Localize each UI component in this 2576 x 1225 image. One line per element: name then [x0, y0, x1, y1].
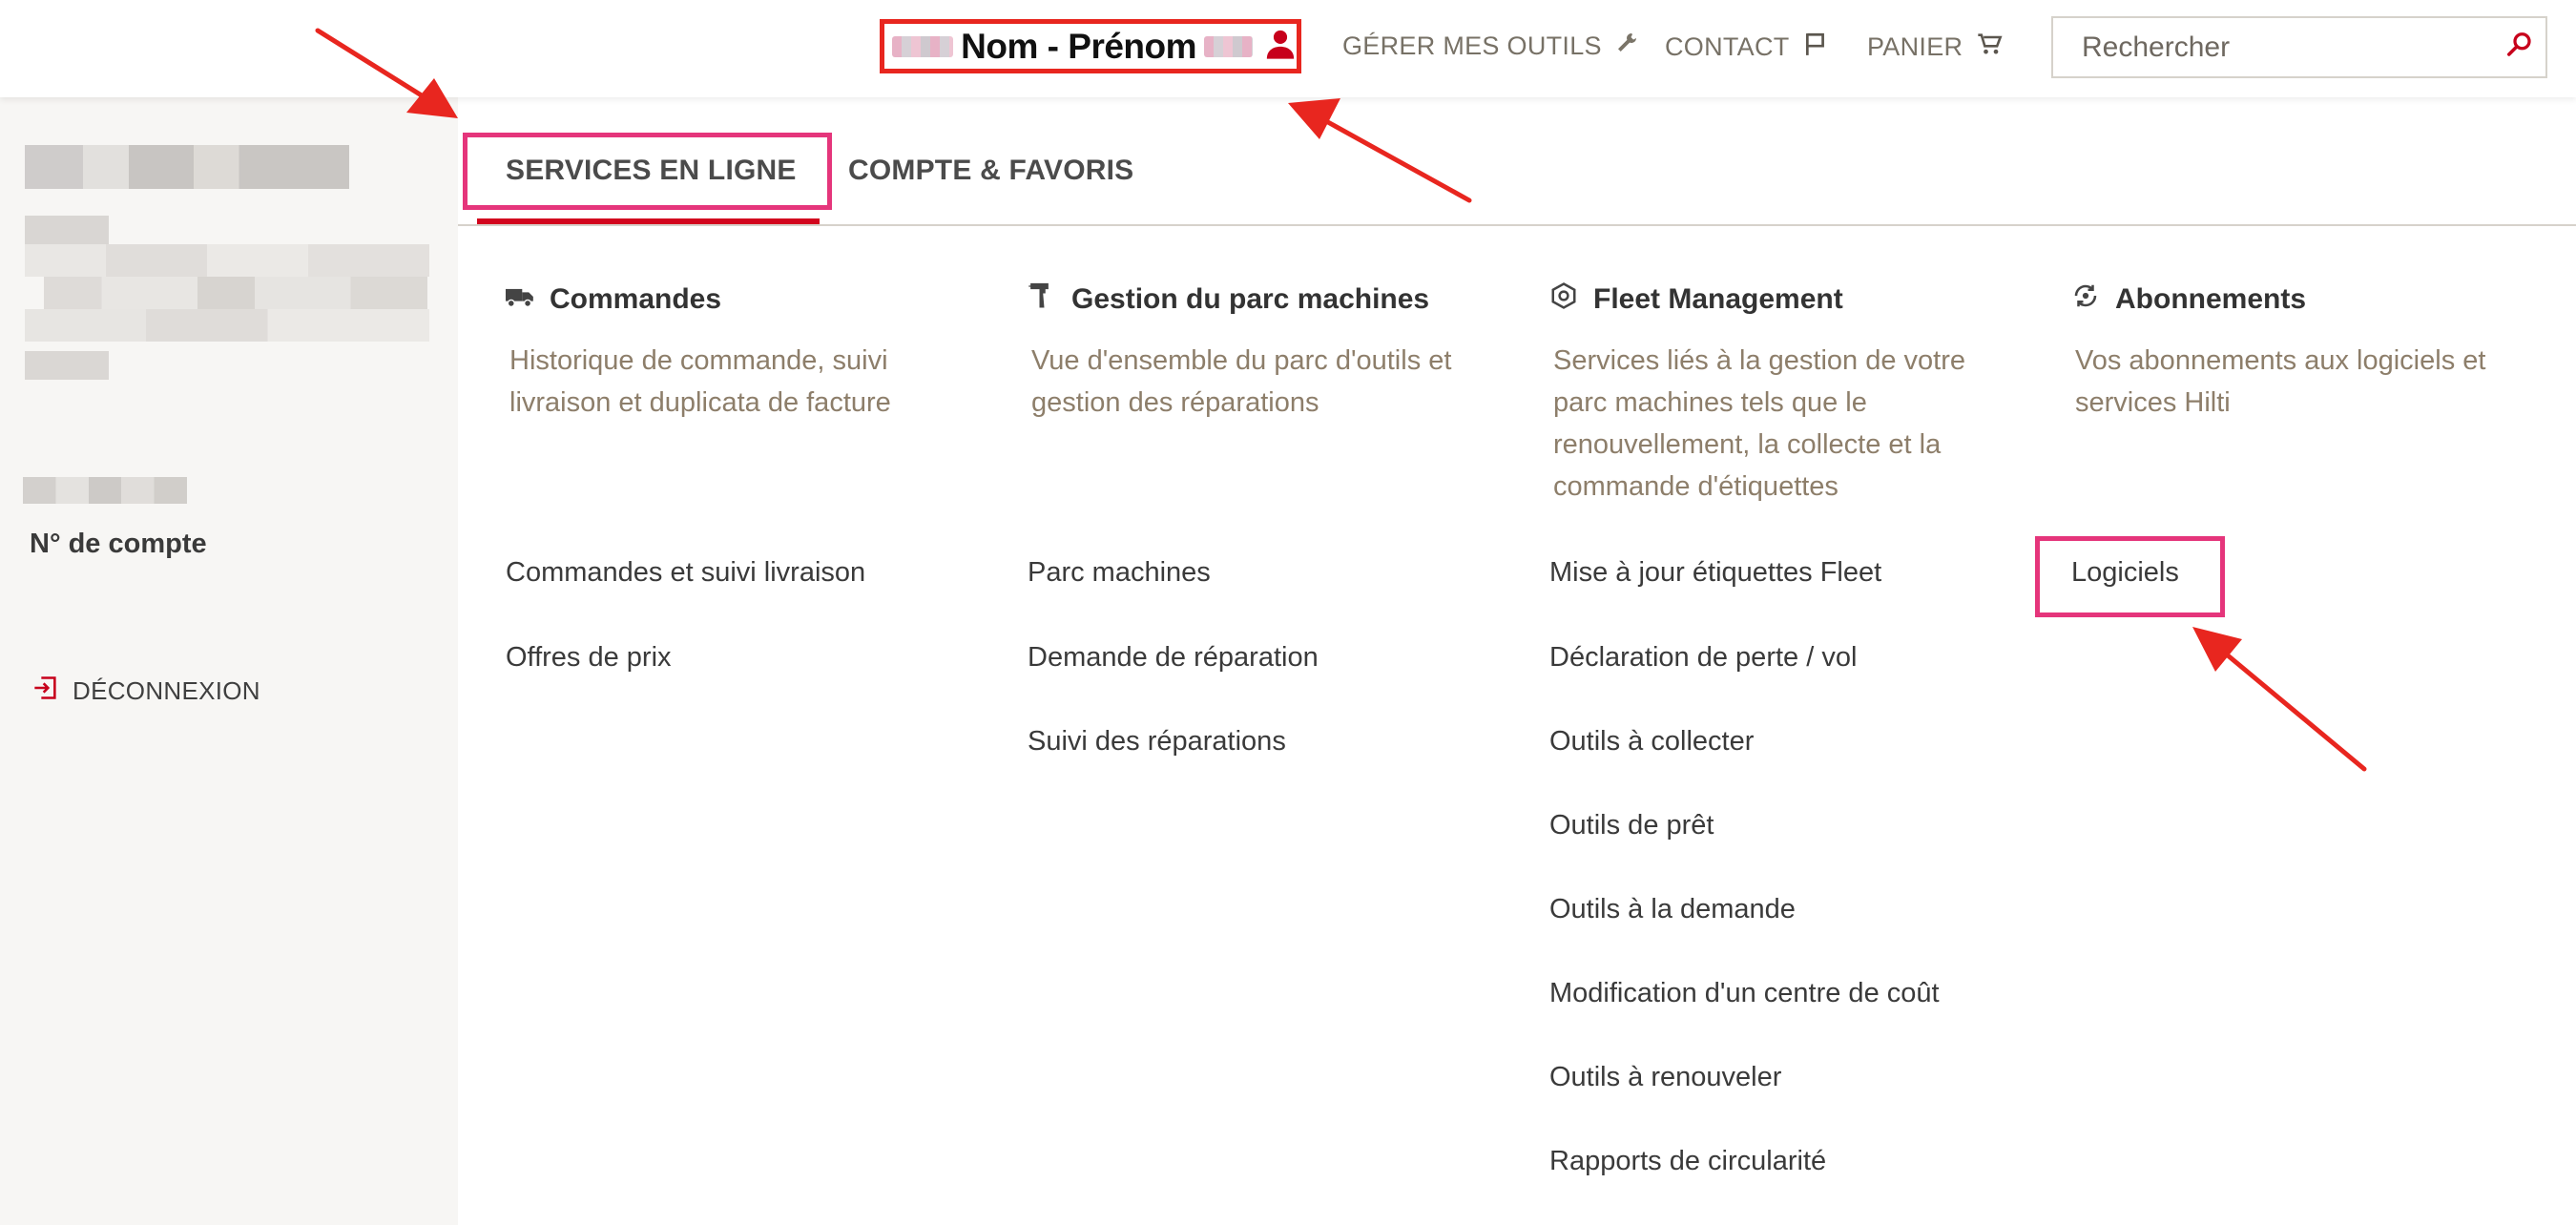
- column-gestion-parc-description: Vue d'ensemble du parc d'outils et gestion des réparations: [1031, 345, 1452, 418]
- link-maj-etiquettes[interactable]: Mise à jour étiquettes Fleet: [1549, 557, 1882, 588]
- nav-contact-label: CONTACT: [1665, 32, 1790, 61]
- link-logiciels[interactable]: Logiciels: [2071, 557, 2179, 588]
- logout-icon: [32, 674, 59, 709]
- arrow-to-logiciels: [2192, 627, 2364, 769]
- account-number-label: N° de compte: [30, 529, 207, 559]
- nav-manage-tools[interactable]: [1342, 31, 1638, 62]
- logiciels-annotation-highlight: [2035, 536, 2225, 617]
- account-sidebar: [0, 97, 458, 1225]
- redacted-first-name: [892, 36, 953, 57]
- link-commandes-suivi[interactable]: Commandes et suivi livraison: [506, 557, 866, 588]
- redacted-last-name: [1204, 36, 1253, 57]
- column-gestion-parc: [1031, 282, 1480, 424]
- user-name: Nom - Prénom: [961, 26, 1197, 66]
- drill-icon: [1028, 281, 1056, 318]
- nav-manage-tools-label: GÉRER MES OUTILS: [1342, 31, 1602, 60]
- column-fleet-management-description: Services liés à la gestion de votre parc machines tels que le renouvellement, la collecte et la commande d'étiquettes: [1553, 345, 1965, 502]
- truck-icon: [506, 283, 534, 316]
- search-input[interactable]: [2082, 31, 2502, 64]
- tab-compte-favoris-label: COMPTE & FAVORIS: [848, 155, 1134, 186]
- user-icon: [1264, 28, 1297, 65]
- link-offres-de-prix[interactable]: Offres de prix: [506, 642, 672, 673]
- logout-button[interactable]: [32, 674, 260, 709]
- search-icon[interactable]: [2505, 31, 2534, 64]
- column-commandes-title: Commandes: [550, 283, 722, 315]
- column-gestion-parc-title: Gestion du parc machines: [1071, 283, 1430, 315]
- column-abonnements-title: Abonnements: [2115, 283, 2307, 315]
- column-abonnements: [2075, 282, 2524, 424]
- tab-compte-favoris[interactable]: [848, 155, 1133, 187]
- column-abonnements-description: Vos abonnements aux logiciels et services Hilti: [2075, 345, 2486, 418]
- link-outils-a-la-demande[interactable]: Outils à la demande: [1549, 894, 1796, 924]
- wrench-icon: [1615, 31, 1638, 62]
- column-commandes-description: Historique de commande, suivi livraison et duplicata de facture: [509, 345, 891, 418]
- column-fleet-management: [1553, 282, 2002, 508]
- top-bar: [0, 0, 2576, 97]
- fleet-hexagon-icon: [1549, 281, 1578, 318]
- link-rapports-circularite[interactable]: Rapports de circularité: [1549, 1146, 1827, 1176]
- subscription-icon: [2071, 281, 2100, 318]
- column-commandes: [509, 282, 958, 424]
- link-modification-centre-cout[interactable]: Modification d'un centre de coût: [1549, 978, 1940, 1008]
- nav-contact[interactable]: [1665, 31, 1828, 64]
- redacted-account-number: [23, 477, 187, 504]
- tab-annotation-highlight: [463, 133, 832, 210]
- link-demande-reparation[interactable]: Demande de réparation: [1028, 642, 1319, 673]
- user-account-menu[interactable]: [880, 19, 1301, 73]
- logout-label: DÉCONNEXION: [73, 676, 260, 705]
- link-outils-de-pret[interactable]: Outils de prêt: [1549, 810, 1714, 841]
- link-declaration-perte[interactable]: Déclaration de perte / vol: [1549, 642, 1858, 673]
- tab-services-en-ligne-label: SERVICES EN LIGNE: [506, 155, 797, 186]
- search-box: [2051, 16, 2547, 78]
- cart-icon: [1976, 31, 2003, 64]
- link-suivi-reparations[interactable]: Suivi des réparations: [1028, 726, 1286, 757]
- tabs-divider: [458, 224, 2576, 226]
- link-parc-machines[interactable]: Parc machines: [1028, 557, 1211, 588]
- link-outils-a-renouveler[interactable]: Outils à renouveler: [1549, 1062, 1782, 1092]
- link-outils-a-collecter[interactable]: Outils à collecter: [1549, 726, 1755, 757]
- flag-icon: [1803, 31, 1828, 64]
- column-fleet-management-title: Fleet Management: [1593, 283, 1843, 315]
- arrow-to-user-menu: [1288, 98, 1469, 200]
- nav-cart[interactable]: [1867, 31, 2003, 64]
- nav-cart-label: PANIER: [1867, 32, 1963, 61]
